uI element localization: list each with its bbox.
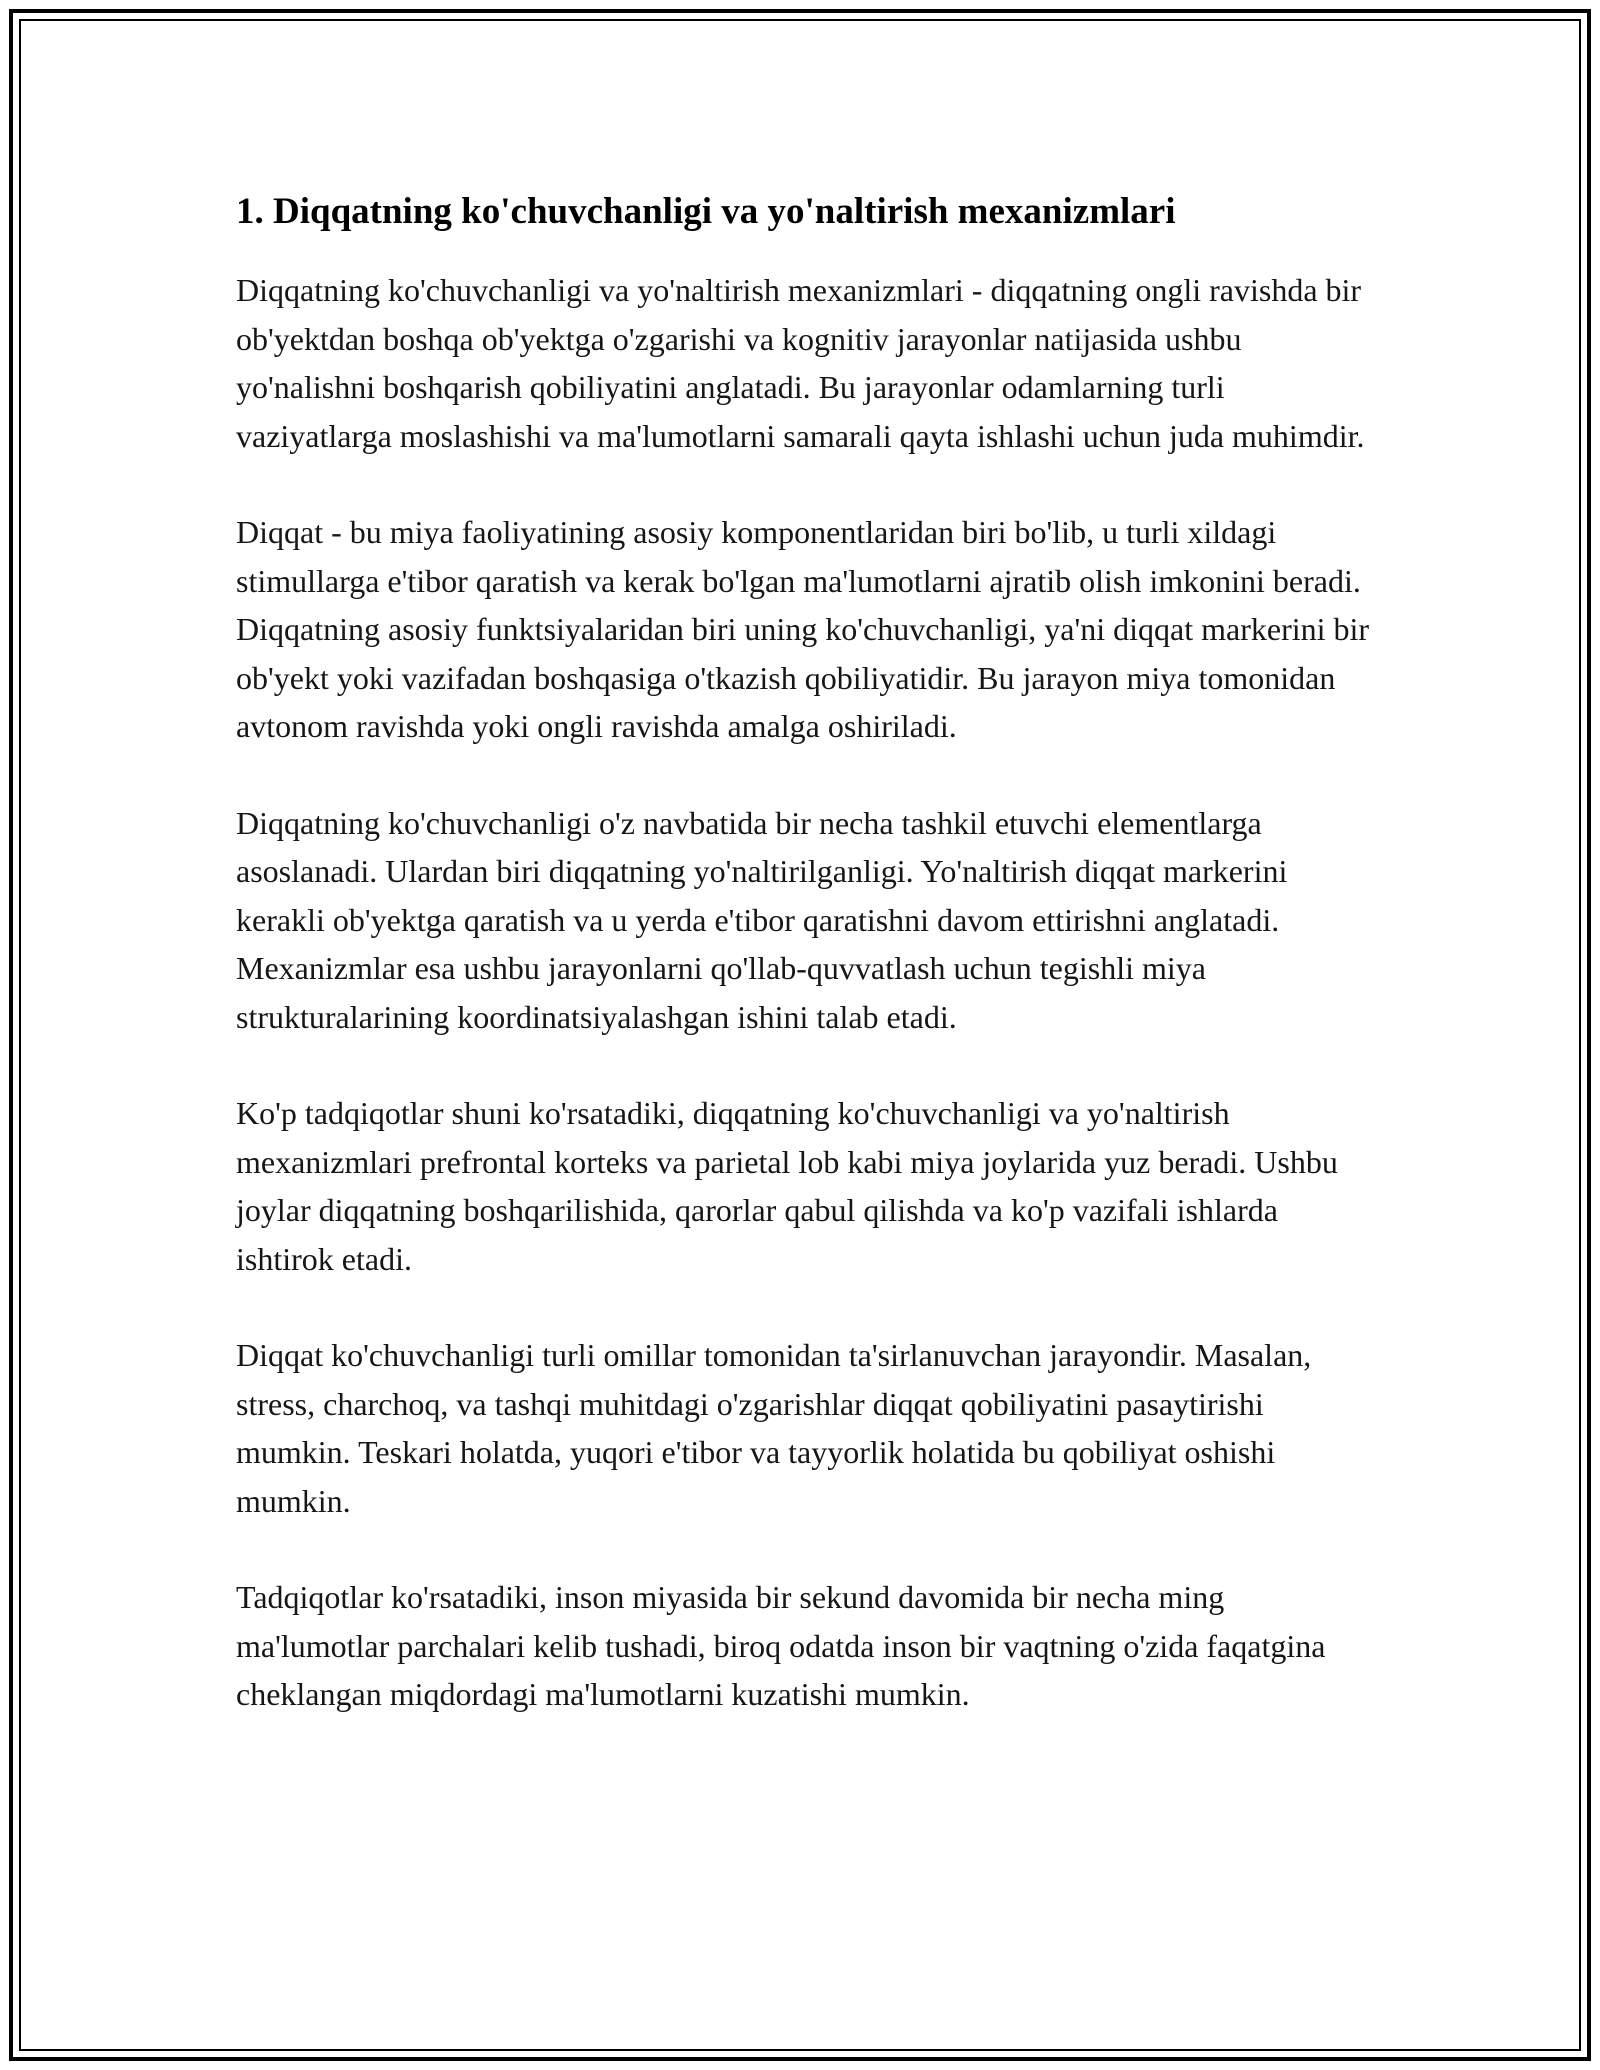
document-body — [236, 186, 1371, 1767]
paragraph-5: Diqqat ko'chuvchanligi turli omillar tomonidan ta'sirlanuvchan jarayondir. Masalan, stress, charchoq, va tashqi muhitdagi o'zgarishlar diqqat qobiliyatini pasaytirishi mumkin. Teskari holatda, yuqori e'tibor va tayyorlik holatida bu qobiliyat oshishi mumkin. — [236, 1337, 1312, 1519]
paragraph-1: Diqqatning ko'chuvchanligi va yo'naltirish mexanizmlari - diqqatning ongli ravishda bir ob'yektdan boshqa ob'yektga o'zgarishi va kognitiv jarayonlar natijasida ushbu yo'nalishni boshqarish qobiliyatini anglatadi. Bu jarayonlar odamlarning turli vaziyatlarga moslashishi va ma'lumotlarni samarali qayta ishlashi uchun juda muhimdir. — [236, 272, 1365, 454]
paragraph-2: Diqqat - bu miya faoliyatining asosiy komponentlaridan biri bo'lib, u turli xildagi stimullarga e'tibor qaratish va kerak bo'lgan ma'lumotlarni ajratib olish imkonini beradi. Diqqatning asosiy funktsiyalaridan biri uning ko'chuvchanligi, ya'ni diqqat markerini bir ob'yekt yoki vazifadan boshqasiga o'tkazish qobiliyatidir. Bu jarayon miya tomonidan avtonom ravishda yoki ongli ravishda amalga oshiriladi. — [236, 514, 1370, 744]
paragraph-4: Ko'p tadqiqotlar shuni ko'rsatadiki, diqqatning ko'chuvchanligi va yo'naltirish mexanizmlari prefrontal korteks va parietal lob kabi miya joylarida yuz beradi. Ushbu joylar diqqatning boshqarilishida, qarorlar qabul qilishda va ko'p vazifali ishlarda ishtirok etadi. — [236, 1095, 1338, 1277]
paragraph-3: Diqqatning ko'chuvchanligi o'z navbatida bir necha tashkil etuvchi elementlarga asoslanadi. Ulardan biri diqqatning yo'naltirilganligi. Yo'naltirish diqqat markerini kerakli ob'yektga qaratish va u yerda e'tibor qaratishni davom ettirishni anglatadi. Mexanizmlar esa ushbu jarayonlarni qo'llab-quvvatlash uchun tegishli miya strukturalarining koordinatsiyalashgan ishini talab etadi. — [236, 804, 1288, 1035]
section-heading: 1. Diqqatning ko'chuvchanligi va yo'naltirish mexanizmlari — [236, 191, 1176, 232]
paragraph-6: Tadqiqotlar ko'rsatadiki, inson miyasida bir sekund davomida bir necha ming ma'lumotlar parchalari kelib tushadi, biroq odatda inson bir vaqtning o'zida faqatgina cheklangan miqdordagi ma'lumotlarni kuzatishi mumkin. — [236, 1579, 1326, 1712]
